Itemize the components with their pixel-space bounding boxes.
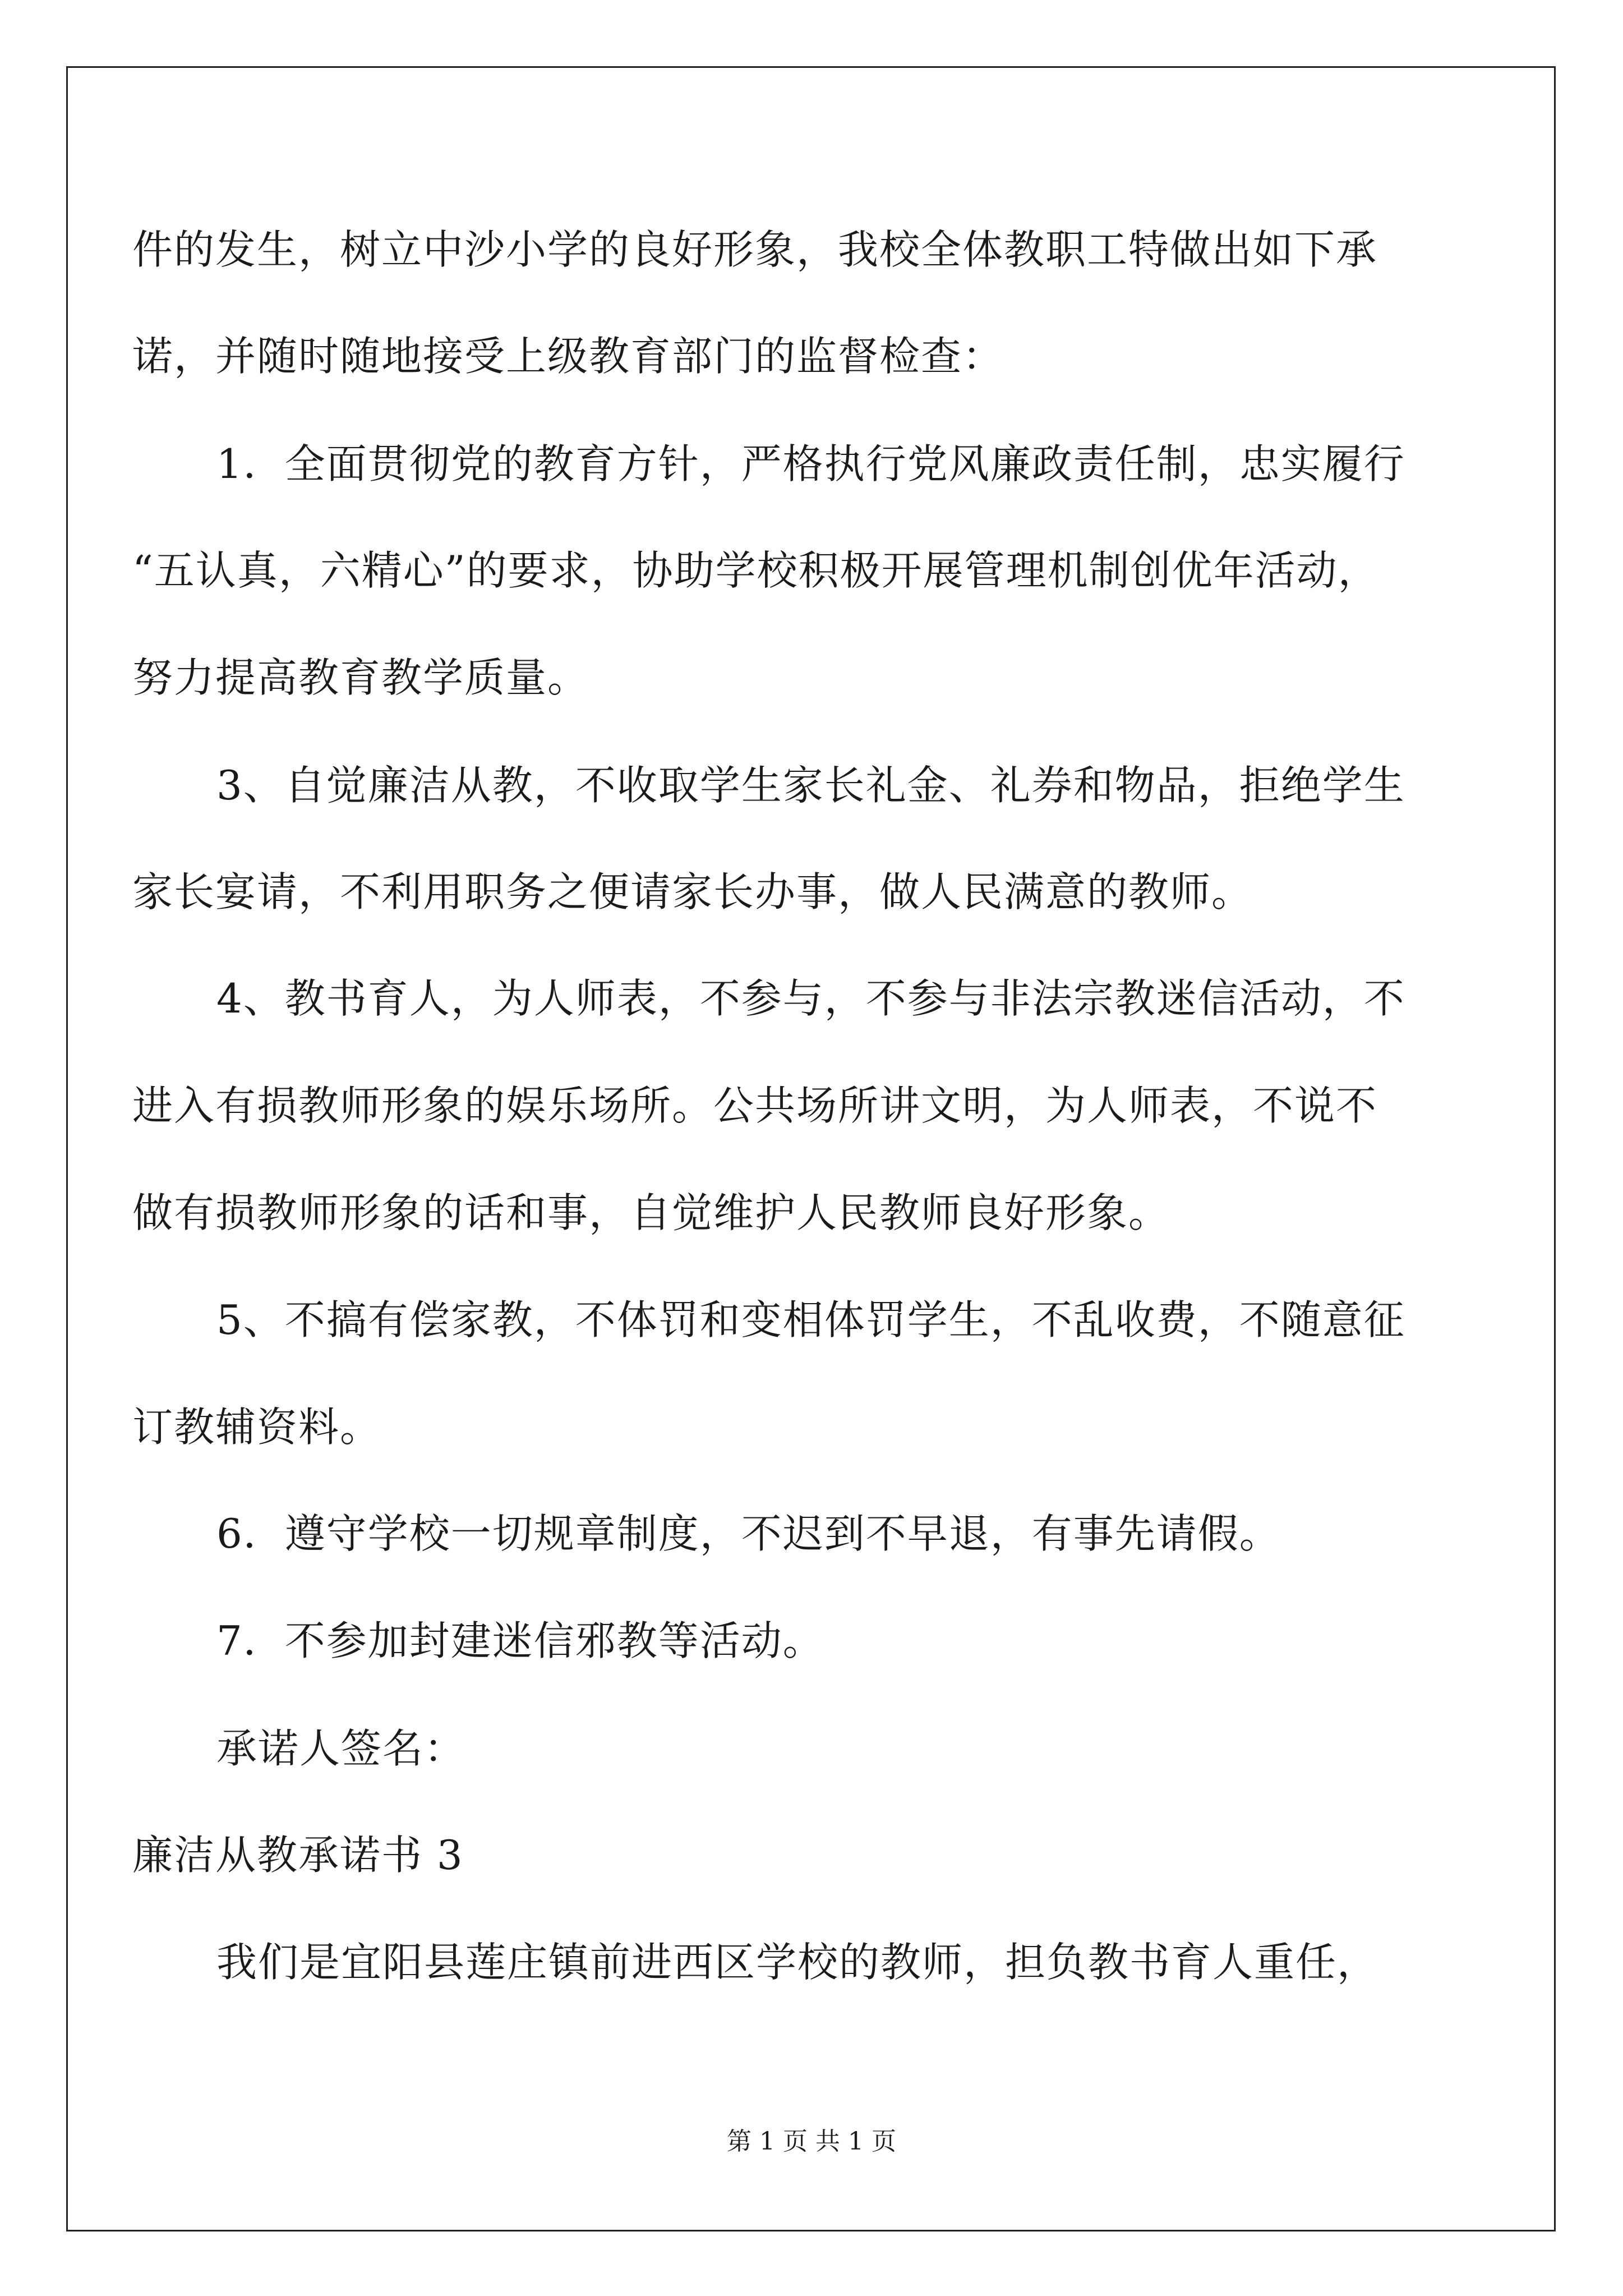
page-footer: 第 1 页 共 1 页 <box>727 2127 896 2156</box>
item-6-line-1: 6．遵守学校一切规章制度，不迟到不早退，有事先请假。 <box>216 1510 1281 1557</box>
item-7-line-1: 7．不参加封建迷信邪教等活动。 <box>216 1617 824 1664</box>
section-title: 廉洁从教承诺书 3 <box>132 1832 464 1879</box>
item-4-line-3: 做有损教师形象的话和事，自觉维护人民教师良好形象。 <box>132 1189 1170 1236</box>
item-1-line-3: 努力提高教育教学质量。 <box>132 654 589 701</box>
text-line-1: 件的发生，树立中沙小学的良好形象，我校全体教职工特做出如下承 <box>132 226 1378 273</box>
text-line-2: 诺，并随时随地接受上级教育部门的监督检查： <box>132 333 1004 380</box>
section-intro-line-1: 我们是宜阳县莲庄镇前进西区学校的教师，担负教书育人重任， <box>216 1939 1379 1986</box>
item-5-line-2: 订教辅资料。 <box>132 1404 382 1451</box>
item-1-line-1: 1．全面贯彻党的教育方针，严格执行党风廉政责任制，忠实履行 <box>216 440 1405 487</box>
item-1-line-2: “五认真，六精心”的要求，协助学校积极开展管理机制创优年活动， <box>132 547 1380 594</box>
signature-label: 承诺人签名： <box>216 1725 466 1772</box>
item-5-line-1: 5、不搞有偿家教，不体罚和变相体罚学生，不乱收费，不随意征 <box>216 1296 1405 1343</box>
item-4-line-2: 进入有损教师形象的娱乐场所。公共场所讲文明，为人师表，不说不 <box>132 1082 1378 1129</box>
item-3-line-1: 3、自觉廉洁从教，不收取学生家长礼金、礼券和物品，拒绝学生 <box>216 762 1405 809</box>
item-4-line-1: 4、教书育人，为人师表，不参与，不参与非法宗教迷信活动，不 <box>216 975 1405 1022</box>
item-3-line-2: 家长宴请，不利用职务之便请家长办事，做人民满意的教师。 <box>132 868 1253 915</box>
page-border <box>66 66 1556 2231</box>
